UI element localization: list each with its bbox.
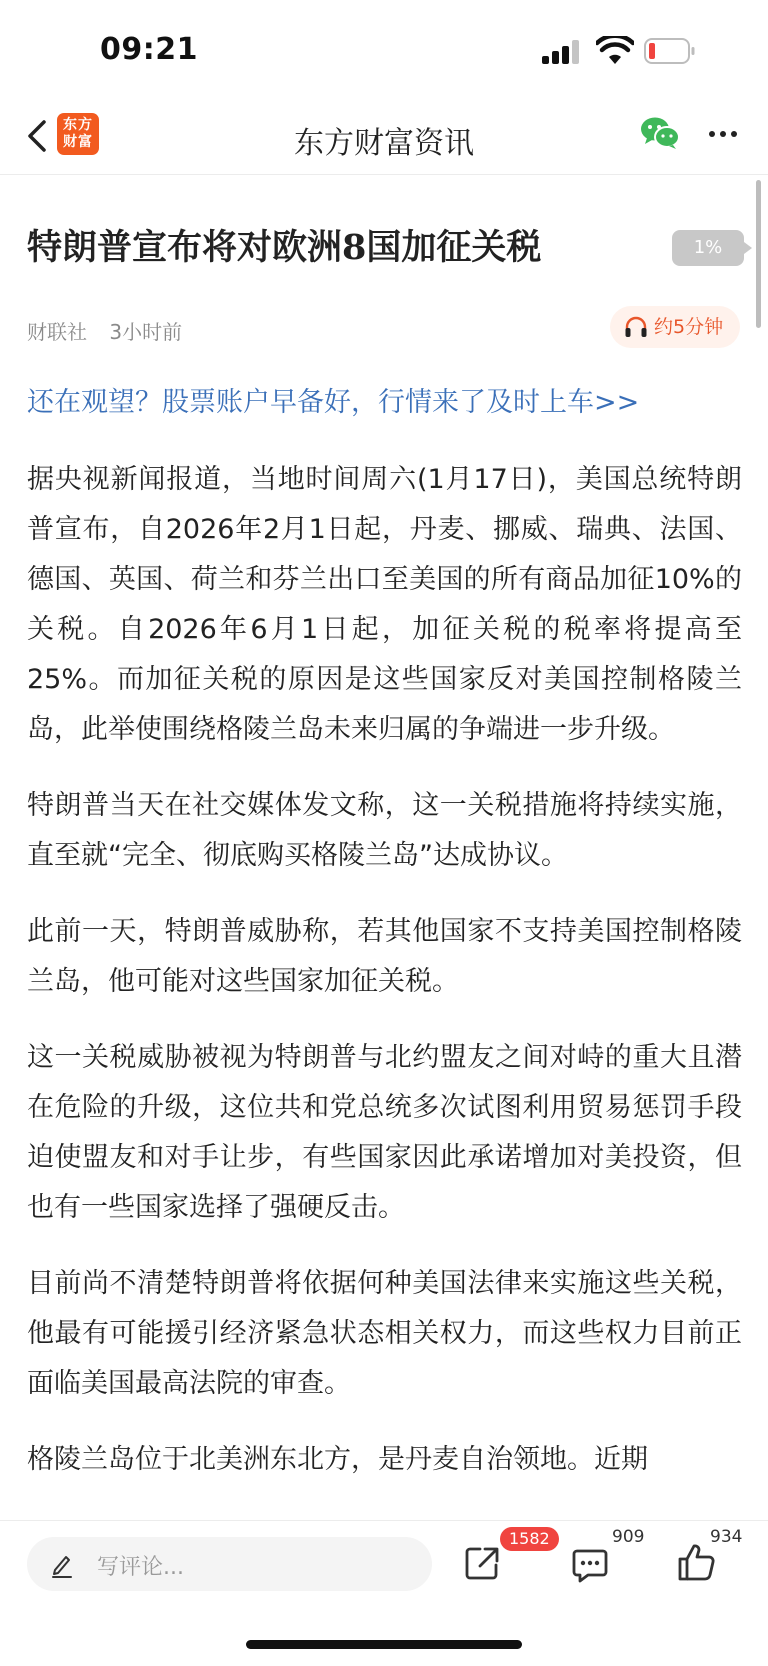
- logo-line-1: 东方: [63, 117, 93, 133]
- cellular-signal-icon: [542, 40, 582, 64]
- share-count-badge: 1582: [500, 1527, 559, 1551]
- comment-placeholder: 写评论...: [97, 1555, 184, 1580]
- page-title: 东方财富资讯: [294, 126, 474, 161]
- nav-bar: [0, 100, 768, 175]
- article-paragraph: 格陵兰岛位于北美洲东北方，是丹麦自治领地。近期: [27, 1444, 648, 1475]
- wechat-share-icon[interactable]: [640, 116, 680, 150]
- read-progress-badge: 1%: [672, 230, 744, 266]
- article-title: 特朗普宣布将对欧洲8国加征关税: [27, 227, 542, 268]
- comment-input[interactable]: [27, 1537, 432, 1591]
- promo-link[interactable]: 还在观望？股票账户早备好，行情来了及时上车>>: [27, 387, 640, 418]
- article-body: [27, 455, 742, 1511]
- article-paragraph: 据央视新闻报道，当地时间周六(1月17日)，美国总统特朗普宣布，自2026年2月1日起，丹麦、挪威、瑞典、法国、德国、英国、荷兰和芬兰出口至美国的所有商品加征10%的关税。自2026年6月1日起，加征关税的税率将提高至25%。而加征关税的原因是这些国家反对美国控制格陵兰岛，此举使围绕格陵兰岛未来归属的争端进一步升级。: [27, 464, 742, 745]
- audio-duration: 约5分钟: [654, 316, 724, 338]
- battery-icon: [644, 38, 696, 64]
- article-paragraph: 此前一天，特朗普威胁称，若其他国家不支持美国控制格陵兰岛，他可能对这些国家加征关税。: [27, 916, 742, 997]
- article-paragraph: 目前尚不清楚特朗普将依据何种美国法律来实施这些关税，他最有可能援引经济紧急状态相关权力，而这些权力目前正面临美国最高法院的审查。: [27, 1268, 742, 1399]
- status-bar: [0, 0, 768, 100]
- like-count: 934: [710, 1527, 743, 1547]
- scrollbar-thumb[interactable]: [756, 180, 761, 328]
- status-time: 09:21: [100, 32, 198, 67]
- article-time: 3小时前: [109, 320, 183, 344]
- comment-icon[interactable]: [570, 1545, 610, 1585]
- headphones-icon: [624, 316, 648, 338]
- listen-audio-button[interactable]: [610, 306, 740, 348]
- article-meta: [27, 316, 182, 345]
- comment-count: 909: [612, 1527, 645, 1547]
- logo-line-2: 财富: [63, 134, 93, 150]
- home-indicator[interactable]: [246, 1640, 522, 1649]
- more-options-icon[interactable]: [708, 130, 738, 138]
- article-paragraph: 这一关税威胁被视为特朗普与北约盟友之间对峙的重大且潜在危险的升级，这位共和党总统多次试图利用贸易惩罚手段迫使盟友和对手让步，有些国家因此承诺增加对美投资，但也有一些国家选择了强硬反击。: [27, 1042, 742, 1223]
- article-source[interactable]: 财联社: [27, 320, 87, 344]
- wifi-icon: [596, 36, 634, 66]
- share-icon[interactable]: [462, 1543, 502, 1583]
- pencil-icon: [49, 1552, 75, 1578]
- thumbs-up-icon[interactable]: [676, 1541, 716, 1583]
- article-paragraph: 特朗普当天在社交媒体发文称，这一关税措施将持续实施，直至就“完全、彻底购买格陵兰岛”达成协议。: [27, 790, 742, 871]
